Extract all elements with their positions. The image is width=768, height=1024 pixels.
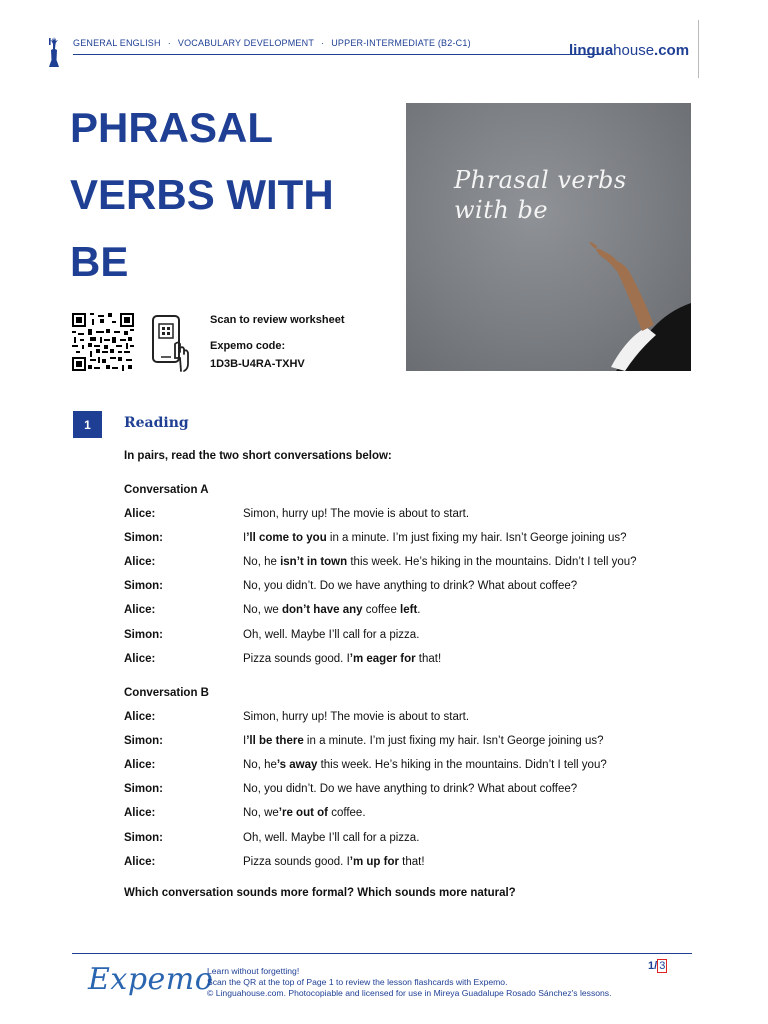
instruction-text: In pairs, read the two short conversations below: (124, 450, 392, 462)
dialogue-text (243, 735, 604, 747)
dialogue-fragment: No, he (243, 759, 277, 772)
dialogue-fragment: Oh, well. Maybe I’ll call for a pizza. (243, 628, 420, 641)
chalkboard-photo (406, 103, 691, 371)
footer-divider (72, 953, 692, 954)
dialogue-text (243, 604, 421, 616)
phrasal-verb-highlight: isn’t in town (280, 556, 348, 569)
section-number-badge: 1 (73, 411, 102, 438)
dialogue-fragment: Simon, hurry up! The movie is about to start. (243, 711, 470, 723)
scan-label: Scan to review worksheet (210, 314, 345, 326)
dialogue-fragment: in a minute. I’m just fixing my hair. Isn’t George joining us? (326, 532, 627, 545)
dialogue-text (243, 807, 366, 819)
dialogue-line (124, 735, 724, 751)
dialogue-fragment: I (243, 735, 247, 748)
dialogue-text (243, 759, 607, 771)
dialogue-fragment: No, you didn’t. Do we have anything to drink? What about coffee? (243, 783, 578, 796)
page-header (42, 30, 702, 74)
dialogue-line (124, 508, 724, 524)
statue-of-liberty-icon (46, 36, 62, 68)
footer-text: Learn without forgetting! Scan the QR at the top of Page 1 to review the lesson flashcards with Expemo. © Linguahouse.com. Photocopiable and licensed for use in Mireya Guadalupe Rosado Sánchez's lessons. (207, 966, 612, 998)
section-title: Reading (124, 415, 189, 431)
speaker-name: Alice: (124, 508, 156, 520)
speaker-name: Alice: (124, 604, 156, 617)
linguahouse-logo[interactable]: linguahouse.com (569, 42, 690, 59)
dialogue-text (243, 653, 441, 665)
phrasal-verb-highlight: ’s away (276, 759, 318, 772)
speaker-name: Simon: (124, 735, 163, 748)
dialogue-text (243, 629, 419, 641)
dialogue-line (124, 783, 724, 799)
phrasal-verb-highlight: left (400, 604, 418, 617)
expemo-code: 1D3B-U4RA-TXHV (210, 358, 305, 370)
dialogue-line (124, 532, 724, 548)
breadcrumb-item: UPPER-INTERMEDIATE (B2-C1) (331, 38, 471, 48)
speaker-name: Simon: (124, 831, 163, 844)
dialogue-fragment: that! (398, 855, 425, 868)
page-title: PHRASAL VERBS WITH BE (70, 104, 334, 285)
dialogue-fragment: coffee. (328, 807, 366, 820)
speaker-name: Alice: (124, 759, 156, 772)
phrasal-verb-highlight: ’ll be there (246, 735, 304, 748)
breadcrumb-item: VOCABULARY DEVELOPMENT (177, 38, 315, 48)
conversation-b-title: Conversation B (124, 687, 209, 699)
speaker-name: Simon: (124, 628, 163, 641)
phrasal-verb-highlight: ’m up for (349, 855, 399, 868)
dialogue-fragment: that! (415, 652, 442, 665)
dialogue-fragment: I (243, 532, 247, 545)
dialogue-line (124, 856, 724, 872)
header-divider (73, 54, 601, 55)
speaker-name: Alice: (124, 556, 156, 569)
speaker-name: Simon: (124, 580, 163, 593)
qr-code-icon[interactable] (72, 313, 134, 371)
breadcrumb-item: GENERAL ENGLISH (73, 38, 161, 48)
dialogue-line (124, 556, 724, 572)
dialogue-fragment: . (417, 604, 421, 617)
dialogue-fragment: No, you didn’t. Do we have anything to drink? What about coffee? (243, 580, 578, 593)
phrasal-verb-highlight: ’re out of (278, 807, 328, 820)
page-edge-line (698, 20, 699, 78)
dialogue-line (124, 807, 724, 823)
dialogue-line (124, 832, 724, 848)
dialogue-fragment: No, he (243, 556, 281, 569)
phrasal-verb-highlight: ’m eager for (349, 652, 416, 665)
discussion-question: Which conversation sounds more formal? Which sounds more natural? (124, 887, 516, 899)
speaker-name: Alice: (124, 652, 156, 665)
dialogue-text (243, 532, 627, 544)
dialogue-text (243, 783, 577, 795)
speaker-name: Alice: (124, 807, 156, 820)
dialogue-fragment: No, we (243, 604, 282, 617)
breadcrumb: GENERAL ENGLISH · VOCABULARY DEVELOPMENT · UPPER-INTERMEDIATE (B2-C1) (73, 38, 471, 48)
dialogue-fragment: this week. He’s hiking in the mountains. Didn’t I tell you? (347, 556, 637, 569)
phrasal-verb-highlight: ’ll come to you (246, 532, 327, 545)
dialogue-text (243, 711, 469, 723)
dialogue-text (243, 580, 577, 592)
speaker-name: Simon: (124, 532, 163, 545)
speaker-name: Alice: (124, 855, 156, 868)
dialogue-fragment: No, we (243, 807, 279, 820)
phone-scan-icon (151, 314, 191, 372)
dialogue-fragment: Oh, well. Maybe I’ll call for a pizza. (243, 831, 420, 844)
chalk-text: Phrasal verbs with be (454, 166, 627, 224)
dialogue-line (124, 759, 724, 775)
dialogue-fragment: Simon, hurry up! The movie is about to start. (243, 508, 470, 520)
dialogue-fragment: this week. He’s hiking in the mountains. Didn’t I tell you? (317, 759, 607, 772)
page-number: 1/ 3 (648, 960, 666, 972)
dialogue-line (124, 604, 724, 620)
code-label: Expemo code: (210, 340, 286, 352)
dialogue-fragment: Pizza sounds good. I (243, 855, 350, 868)
pointing-hand-illustration (406, 103, 691, 371)
dialogue-line (124, 653, 724, 669)
dialogue-fragment: Pizza sounds good. I (243, 652, 350, 665)
dialogue-line (124, 711, 724, 727)
speaker-name: Simon: (124, 783, 163, 796)
dialogue-text (243, 856, 425, 868)
expemo-logo[interactable]: Expemo (88, 962, 214, 997)
page-total-link[interactable]: 3 (659, 960, 666, 972)
dialogue-fragment: coffee (362, 604, 401, 617)
expemo-code-block (210, 313, 345, 383)
speaker-name: Alice: (124, 711, 156, 723)
dialogue-line (124, 629, 724, 645)
dialogue-line (124, 580, 724, 596)
dialogue-text (243, 508, 469, 520)
dialogue-text (243, 832, 419, 844)
dialogue-fragment: in a minute. I’m just fixing my hair. Isn’t George joining us? (303, 735, 604, 748)
phrasal-verb-highlight: don’t have any (282, 604, 363, 617)
dialogue-text (243, 556, 637, 568)
conversation-a-title: Conversation A (124, 484, 209, 496)
